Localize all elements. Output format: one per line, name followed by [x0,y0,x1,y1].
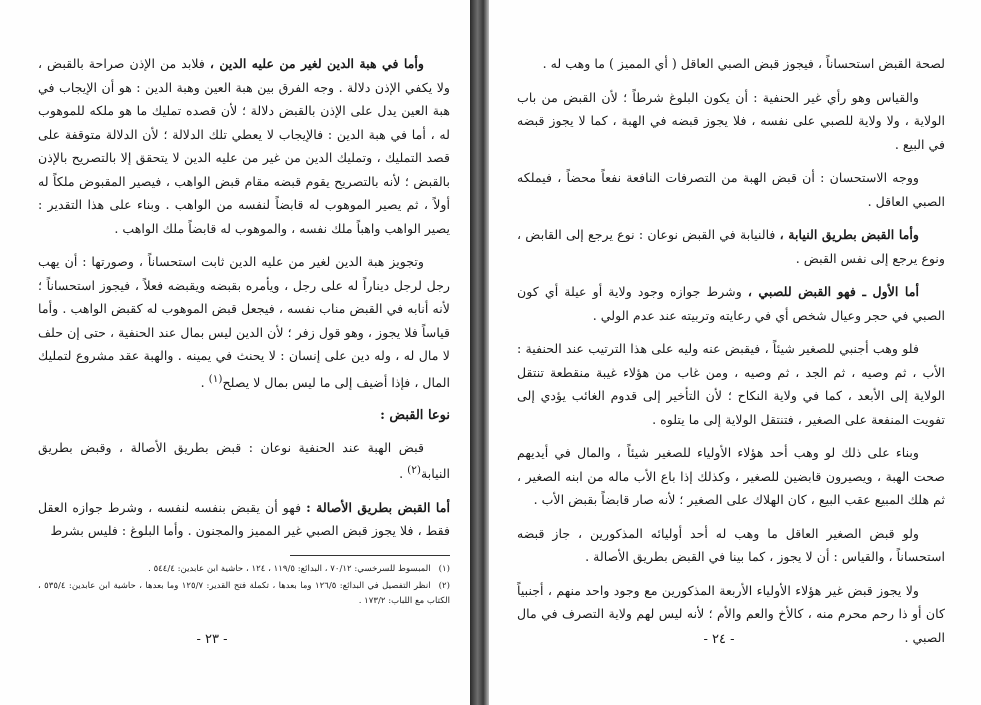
paragraph [517,280,945,327]
page-number: - ٢٣ - [196,632,228,647]
footnote-text: انظر التفصيل في البدائع: ١٢٦/٥ وما بعدها ، تكملة فتح القدير: ١٢٥/٧ وما بعدها ، حاشية ابن عابدين: ٥٣٥/٤ ، الكتاب مع اللباب: ١٧٣/٢ . [38,580,450,606]
page-number: - ٢٤ - [703,632,735,647]
footnote-number: (١) [438,563,450,574]
paragraph: وبناء على ذلك لو وهب أحد هؤلاء الأولياء للصغير شيئاً ، والمال في أيديهم صحت الهبة ، ويصيرون قابضين للصغير ، وكذلك إذا باع الأب ماله من ابنه الصغير ، ثم هلك المبيع عقب البيع ، كان الهلاك على الصغير ؛ لأنه صار قابضاً بقبض الأب . [517,445,945,507]
paragraph: ولو قبض الصغير العاقل ما وهب له أحد أوليائه المذكورين ، جاز قبضه استحساناً ، والقياس : أن لا يجوز ، كما بينا في القبض بطريق الأصالة . [517,525,945,564]
paragraph [517,223,945,270]
paragraph-text: قبض الهبة عند الحنفية نوعان : قبض بطريق الأصالة ، وقبض بطريق النيابة [38,439,450,482]
paragraph: ووجه الاستحسان : أن قبض الهبة من التصرفات النافعة نفعاً محضاً ، فيملكه الصبي العاقل . [517,170,945,209]
footnote [38,579,450,609]
footnote-text: المبسوط للسرخسي: ٧٠/١٢ ، البدائع: ١١٩/٥ ، ١٢٤ ، حاشية ابن عابدين: ٥٤٤/٤ . [148,563,431,574]
paragraph: ولا يجوز قبض غير هؤلاء الأولياء الأربعة المذكورين مع وجود واحد منهم ، أجنبياً كان أو ذا رحم محرم منه ، كالأخ والعم والأم ؛ لأنه ليس لهم ولاية التصرف في مال الصبي . [517,582,945,645]
paragraph: وتجويز هبة الدين لغير من عليه الدين ثابت استحساناً ، وصورتها : أن يهب رجل لرجل ديناراً له على رجل ، ويأمره بقبضه ويقبضه فعلاً ، فيجوز استحساناً ؛ لأنه أنابه في القبض مناب نفسه ، فيجعل قبض الموهوب له كقبض الواهب . وأما قياساً فلا يجوز ، وهو قول زفر ؛ لأن الدين ليس بمال عند الحنفية ، حتى إن حلف لا مال له ، وله دين على إنسان : لا يحنث في يمينه . والهبة عقد مشروع لتمليك المال ، فإذا أضيف إلى ما ليس بمال لا يصلح$^{(١)}$ . [38,254,450,390]
paragraph: قبض الهبة عند الحنفية نوعان : قبض بطريق الأصالة ، وقبض بطريق النيابة$^{(٢)}$ . [38,439,450,482]
right-text-column [517,52,945,659]
left-page [0,0,470,705]
paragraph-lead: أما الأول ـ فهو القبض للصبي ، [747,284,919,299]
paragraph-text: وتجويز هبة الدين لغير من عليه الدين ثابت استحساناً ، وصورتها : أن يهب رجل لرجل ديناراً له على رجل ، ويأمره بقبضه ويقبضه فعلاً ، فيجوز استحساناً ؛ لأنه أنابه في القبض مناب نفسه ، فيجعل قبض الموهوب له كقبض الواهب . وأما قياساً فلا يجوز ، وهو قول زفر ؛ لأن الدين ليس بمال عند الحنفية ، حتى إن حلف لا مال له ، وله دين على إنسان : لا يحنث في يمينه . والهبة عقد مشروع لتمليك المال ، فإذا أضيف إلى ما ليس بمال لا يصلح [38,254,450,390]
right-page [489,0,981,705]
paragraph-lead: أما القبض بطريق الأصالة : [306,499,450,515]
footnote-ref[interactable]: (١) [208,372,223,385]
paragraph: والقياس وهو رأي غير الحنفية : أن يكون البلوغ شرطاً ؛ لأن القبض من باب الولاية ، ولا ولاية للصبي على نفسه ، فلا يجوز قبضه في الهبة ، كما لا يجوز قبضه في البيع . [517,89,945,152]
paragraph-text: فالنيابة في القبض نوعان : نوع يرجع إلى القابض ، ونوع يرجع إلى نفس القبض . [517,227,945,266]
paragraph [38,52,450,240]
paragraph-lead: وأما القبض بطريق النيابة ، [779,227,919,242]
footnote-number: (٢) [438,580,450,591]
paragraph-text: فلابد من الإذن صراحة بالقبض ، ولا يكفي الإذن دلالة . وجه الفرق بين هبة العين وهبة الدين : هو أن الإيجاب في هبة العين يدل على الإذن بالقبض دلالة ؛ لأن قصده تمليك ما هو ملكه للموهوب له ، أما في هبة الدين : فالإيجاب لا يعطي تلك الدلالة ؛ لأن الدلالة متوقفة على قصد التمليك ، وتمليك الدين من غير من عليه الدين لا يتحقق إلا بالتصريح بالإذن بالقبض ؛ لأنه بالتصريح يقوم قبضه مقام قبض الواهب ، فيصير المقبوض ملكاً له أولاً ، ثم يصير الموهوب له قابضاً لنفسه من الواهب . وبناء على هذا التقدير : يصير الواهب واهباً ملك نفسه ، والموهوب له قابضاً ملك الواهب . [38,56,450,236]
paragraph: فلو وهب أجنبي للصغير شيئاً ، فيقبض عنه وليه على هذا الترتيب عند الحنفية : الأب ، ثم وصيه ، ثم الجد ، ثم وصيه ، ومن غاب من هؤلاء غيبة منقطعة تنتقل الولاية إلى الأبعد ، كما في ولاية النكاح ؛ لأن التأخير إلى قدوم الغائب يؤدي إلى تفويت المنفعة على الصغير ، فتنتقل الولاية إلى ما يتلوه . [517,341,945,427]
paragraph-lead: وأما في هبة الدين لغير من عليه الدين ، [209,56,425,71]
footnote-ref[interactable]: (٢) [407,464,421,477]
paragraph-text: فهو أن يقبض بنفسه لنفسه ، وشرط جوازه العقل فقط ، فلا يجوز قبض الصبي غير المميز والمجنون . وأما البلوغ : فليس بشرط [38,499,450,539]
left-text-column [38,52,450,611]
footnote [38,562,450,577]
paragraph-text: وشرط جوازه وجود ولاية أو عيلة أي كون الصبي في حجر وعيال شخص أي في رعايته وتربيته عند عدم الولي . [517,284,945,323]
section-heading: نوعا القبض : [380,408,450,424]
paragraph: لصحة القبض استحساناً ، فيجوز قبض الصبي العاقل ( أي المميز ) ما وهب له . [542,56,945,71]
book-spine-divider [470,0,489,705]
paragraph [38,496,450,543]
footnote-separator [290,555,450,556]
